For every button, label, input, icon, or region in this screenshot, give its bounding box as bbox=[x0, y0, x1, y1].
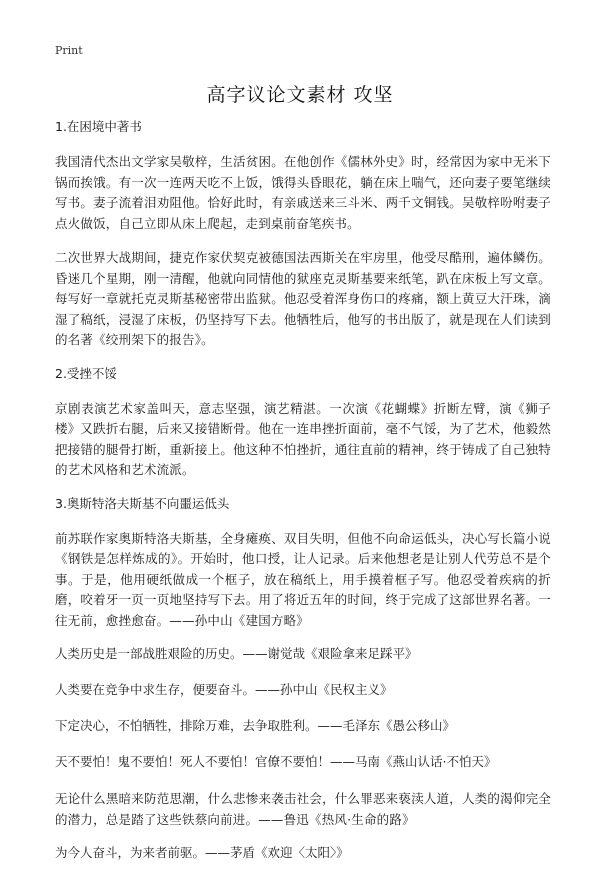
paragraph: 二次世界大战期间，捷克作家伏契克被德国法西斯关在牢房里，他受尽酷刑，遍体鳞伤。昏迷几个星期，刚一清醒，他就向同情他的狱座克灵斯基要来纸笔，趴在床板上写文章。每写好一章就托克灵斯基秘密带出监狱。他忍受着浑身伤口的疼痛，额上黄豆大汗珠，滴湿了稿纸，浸湿了床板，仍坚持写下去。他牺牲后，他写的书出版了，就是现在人们读到的名著《绞刑架下的报告》。 bbox=[55, 250, 551, 347]
quote: 为今人奋斗，为来者前驱。——茅盾《欢迎〈太阳〉》 bbox=[55, 845, 349, 860]
section-3 bbox=[55, 495, 551, 632]
quote: 人类历史是一部战胜艰险的历史。——谢觉哉《艰险拿来足踩平》 bbox=[55, 646, 418, 661]
paragraph: 我国清代杰出文学家吴敬梓，生活贫困。在他创作《儒林外史》时，经常因为家中无米下锅而挨饿。有一次一连两天吃不上饭，饿得头昏眼花，躺在床上喘气，还向妻子要笔继续写书。妻子流着泪劝阻他。恰好此时，有亲戚送来三斗米、两千文铜钱。吴敬梓吩咐妻子点火做饭，自己立即从床上爬起，走到桌前奋笔疾书。 bbox=[55, 154, 551, 231]
section-heading: 2.受挫不馁 bbox=[55, 365, 117, 381]
section-2 bbox=[55, 365, 551, 481]
quote: 下定决心，不怕牺牲，排除万难，去争取胜利。——毛泽东《愚公移山》 bbox=[55, 718, 456, 733]
quote: 人类要在竞争中求生存，便要奋斗。——孙中山《民权主义》 bbox=[55, 682, 393, 697]
print-link[interactable]: Print bbox=[55, 44, 83, 57]
quote: 天不要怕！鬼不要怕！死人不要怕！官僚不要怕！——马南《燕山认话·不怕天》 bbox=[55, 754, 497, 769]
page-title: 高字议论文素材 攻坚 bbox=[206, 84, 394, 106]
paragraph: 前苏联作家奥斯特洛夫斯基，全身瘫痪、双目失明，但他不向命运低头，决心写长篇小说《钢铁是怎样炼成的》。开始时，他口授，让人记录。后来他想老是让别人代劳总不是个事。于是，他用硬纸做成一个框子，放在稿纸上，用手摸着框子写。他忍受着疾病的折磨，咬着牙一页一页地坚持写下去。用了将近五年的时间，终于完成了这部世界名著。一往无前，愈挫愈奋。——孙中山《建国方略》 bbox=[55, 530, 551, 628]
quote: 无论什么黑暗来防范思潮，什么悲惨来袭击社会，什么罪恶来亵渎人道，人类的渴仰完全的潜力，总是踏了这些铁蔡向前进。——鲁迅《热风·生命的路》 bbox=[55, 791, 551, 827]
document-body bbox=[55, 118, 551, 880]
quotes-list bbox=[55, 645, 551, 862]
section-1 bbox=[55, 118, 551, 351]
section-heading: 1.在困境中著书 bbox=[55, 119, 142, 134]
paragraph: 京剧表演艺术家盖叫天，意志坚强，演艺精湛。一次演《花蝴蝶》折断左臂，演《狮子楼》又跌折右腿，后来又接错断骨。他在一连串挫折面前，毫不气馁，为了艺术，他毅然把接错的腿骨打断，重新接上。他这种不怕挫折，通往直前的精神，终于铸成了自己独特的艺术风格和艺术流派。 bbox=[55, 400, 551, 477]
section-heading: 3.奥斯特洛夫斯基不向噩运低头 bbox=[55, 495, 230, 511]
